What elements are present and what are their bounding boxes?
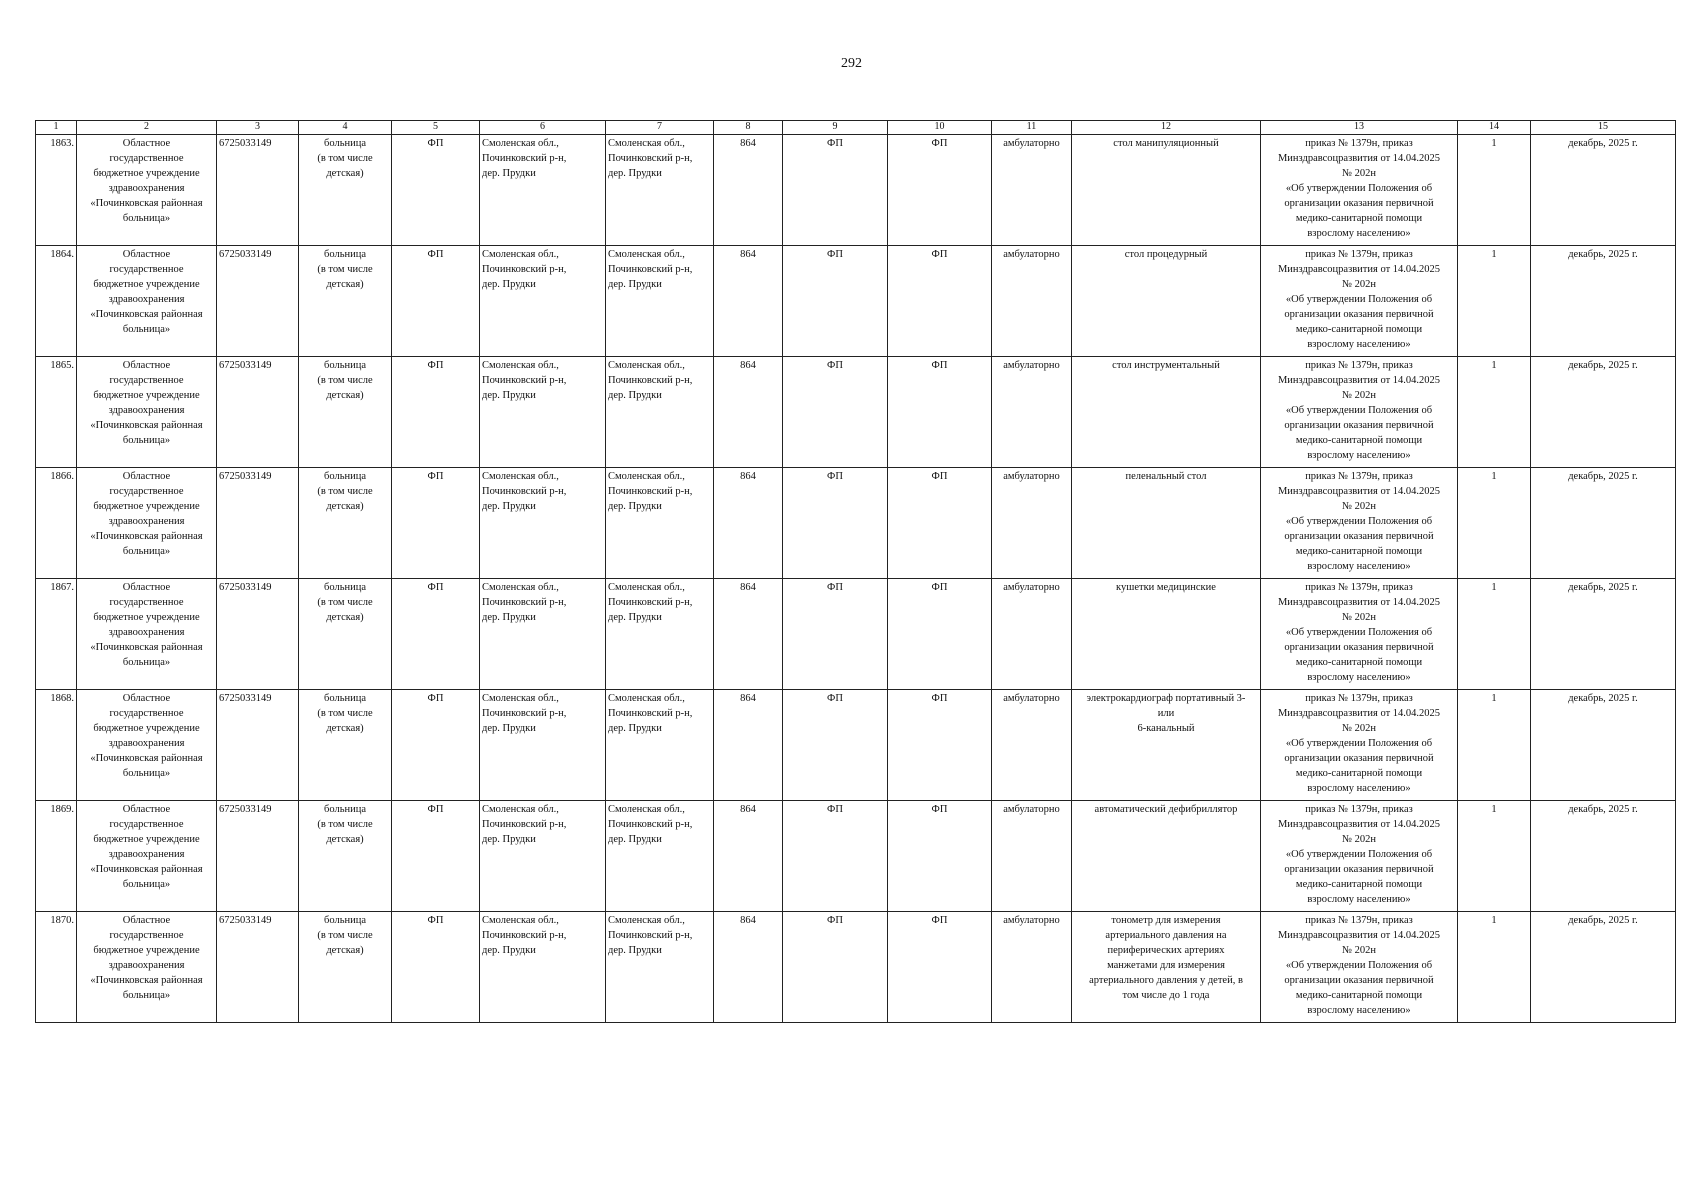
cell-location-address: Смоленская обл., Починковский р-н, дер. Прудки — [480, 357, 606, 468]
cell-deadline: декабрь, 2025 г. — [1531, 135, 1676, 246]
cell-organization-name: Областное государственное бюджетное учреждение здравоохранения «Починковская районная больница» — [77, 801, 217, 912]
cell-unit-subkind: ФП — [888, 246, 992, 357]
cell-facility-type: больница (в том числе детская) — [299, 690, 392, 801]
cell-inn: 6725033149 — [217, 690, 299, 801]
cell-care-form: амбулаторно — [992, 690, 1072, 801]
column-header-7: 7 — [606, 121, 714, 135]
cell-organization-name: Областное государственное бюджетное учреждение здравоохранения «Починковская районная больница» — [77, 468, 217, 579]
cell-regulation-reference: приказ № 1379н, приказ Минздравсоцразвития от 14.04.2025 № 202н «Об утверждении Положения об организации оказания первичной медико-санитарной помощи взрослому населению» — [1261, 246, 1458, 357]
cell-deadline: декабрь, 2025 г. — [1531, 246, 1676, 357]
column-header-6: 6 — [480, 121, 606, 135]
column-header-10: 10 — [888, 121, 992, 135]
cell-unit-address: Смоленская обл., Починковский р-н, дер. Прудки — [606, 468, 714, 579]
column-header-14: 14 — [1458, 121, 1531, 135]
cell-organization-name: Областное государственное бюджетное учреждение здравоохранения «Починковская районная больница» — [77, 357, 217, 468]
cell-code: 864 — [714, 912, 783, 1023]
cell-unit-type: ФП — [392, 357, 480, 468]
cell-code: 864 — [714, 246, 783, 357]
cell-unit-address: Смоленская обл., Починковский р-н, дер. Прудки — [606, 690, 714, 801]
cell-facility-type: больница (в том числе детская) — [299, 801, 392, 912]
table-row — [36, 912, 1676, 1023]
cell-unit-type: ФП — [392, 912, 480, 1023]
cell-equipment-name: стол инструментальный — [1072, 357, 1261, 468]
column-header-13: 13 — [1261, 121, 1458, 135]
cell-deadline: декабрь, 2025 г. — [1531, 690, 1676, 801]
cell-inn: 6725033149 — [217, 135, 299, 246]
column-header-9: 9 — [783, 121, 888, 135]
cell-deadline: декабрь, 2025 г. — [1531, 468, 1676, 579]
cell-unit-kind: ФП — [783, 468, 888, 579]
cell-unit-subkind: ФП — [888, 912, 992, 1023]
cell-deadline: декабрь, 2025 г. — [1531, 357, 1676, 468]
table-row — [36, 357, 1676, 468]
cell-care-form: амбулаторно — [992, 246, 1072, 357]
cell-care-form: амбулаторно — [992, 912, 1072, 1023]
cell-facility-type: больница (в том числе детская) — [299, 135, 392, 246]
cell-unit-address: Смоленская обл., Починковский р-н, дер. Прудки — [606, 801, 714, 912]
cell-care-form: амбулаторно — [992, 357, 1072, 468]
cell-row-number: 1863. — [36, 135, 77, 246]
cell-quantity: 1 — [1458, 135, 1531, 246]
cell-location-address: Смоленская обл., Починковский р-н, дер. Прудки — [480, 579, 606, 690]
page-number: 292 — [841, 56, 862, 71]
column-header-3: 3 — [217, 121, 299, 135]
table-row — [36, 468, 1676, 579]
cell-unit-type: ФП — [392, 690, 480, 801]
cell-care-form: амбулаторно — [992, 579, 1072, 690]
cell-quantity: 1 — [1458, 246, 1531, 357]
cell-inn: 6725033149 — [217, 912, 299, 1023]
cell-regulation-reference: приказ № 1379н, приказ Минздравсоцразвития от 14.04.2025 № 202н «Об утверждении Положения об организации оказания первичной медико-санитарной помощи взрослому населению» — [1261, 579, 1458, 690]
cell-code: 864 — [714, 468, 783, 579]
table-row — [36, 690, 1676, 801]
column-header-1: 1 — [36, 121, 77, 135]
cell-facility-type: больница (в том числе детская) — [299, 579, 392, 690]
cell-code: 864 — [714, 357, 783, 468]
cell-unit-type: ФП — [392, 579, 480, 690]
equipment-table — [35, 120, 1676, 1023]
cell-inn: 6725033149 — [217, 468, 299, 579]
cell-unit-address: Смоленская обл., Починковский р-н, дер. Прудки — [606, 579, 714, 690]
cell-facility-type: больница (в том числе детская) — [299, 468, 392, 579]
table-row — [36, 135, 1676, 246]
cell-unit-subkind: ФП — [888, 357, 992, 468]
table-row — [36, 246, 1676, 357]
cell-inn: 6725033149 — [217, 801, 299, 912]
cell-facility-type: больница (в том числе детская) — [299, 912, 392, 1023]
cell-quantity: 1 — [1458, 357, 1531, 468]
column-header-4: 4 — [299, 121, 392, 135]
cell-unit-address: Смоленская обл., Починковский р-н, дер. Прудки — [606, 135, 714, 246]
table-row — [36, 579, 1676, 690]
cell-location-address: Смоленская обл., Починковский р-н, дер. Прудки — [480, 801, 606, 912]
cell-quantity: 1 — [1458, 690, 1531, 801]
cell-row-number: 1865. — [36, 357, 77, 468]
cell-row-number: 1867. — [36, 579, 77, 690]
cell-deadline: декабрь, 2025 г. — [1531, 579, 1676, 690]
cell-quantity: 1 — [1458, 912, 1531, 1023]
cell-regulation-reference: приказ № 1379н, приказ Минздравсоцразвития от 14.04.2025 № 202н «Об утверждении Положения об организации оказания первичной медико-санитарной помощи взрослому населению» — [1261, 468, 1458, 579]
cell-unit-kind: ФП — [783, 690, 888, 801]
column-header-15: 15 — [1531, 121, 1676, 135]
cell-quantity: 1 — [1458, 468, 1531, 579]
cell-unit-kind: ФП — [783, 246, 888, 357]
cell-organization-name: Областное государственное бюджетное учреждение здравоохранения «Починковская районная больница» — [77, 135, 217, 246]
header-row — [36, 121, 1676, 135]
cell-inn: 6725033149 — [217, 579, 299, 690]
cell-code: 864 — [714, 801, 783, 912]
cell-unit-subkind: ФП — [888, 468, 992, 579]
column-header-12: 12 — [1072, 121, 1261, 135]
cell-facility-type: больница (в том числе детская) — [299, 246, 392, 357]
cell-location-address: Смоленская обл., Починковский р-н, дер. Прудки — [480, 912, 606, 1023]
cell-organization-name: Областное государственное бюджетное учреждение здравоохранения «Починковская районная больница» — [77, 912, 217, 1023]
cell-care-form: амбулаторно — [992, 135, 1072, 246]
cell-location-address: Смоленская обл., Починковский р-н, дер. Прудки — [480, 468, 606, 579]
cell-unit-type: ФП — [392, 801, 480, 912]
cell-unit-type: ФП — [392, 246, 480, 357]
cell-location-address: Смоленская обл., Починковский р-н, дер. Прудки — [480, 690, 606, 801]
cell-unit-kind: ФП — [783, 357, 888, 468]
cell-unit-address: Смоленская обл., Починковский р-н, дер. Прудки — [606, 912, 714, 1023]
cell-regulation-reference: приказ № 1379н, приказ Минздравсоцразвития от 14.04.2025 № 202н «Об утверждении Положения об организации оказания первичной медико-санитарной помощи взрослому населению» — [1261, 357, 1458, 468]
cell-unit-address: Смоленская обл., Починковский р-н, дер. Прудки — [606, 357, 714, 468]
cell-equipment-name: стол манипуляционный — [1072, 135, 1261, 246]
cell-unit-type: ФП — [392, 468, 480, 579]
table-row — [36, 801, 1676, 912]
cell-code: 864 — [714, 690, 783, 801]
table-body — [36, 135, 1676, 1023]
cell-unit-kind: ФП — [783, 912, 888, 1023]
column-header-2: 2 — [77, 121, 217, 135]
cell-row-number: 1864. — [36, 246, 77, 357]
cell-equipment-name: тонометр для измерения артериального давления на периферических артериях манжетами для измерения артериального давления у детей, в том числе до 1 года — [1072, 912, 1261, 1023]
cell-row-number: 1868. — [36, 690, 77, 801]
cell-unit-kind: ФП — [783, 801, 888, 912]
cell-organization-name: Областное государственное бюджетное учреждение здравоохранения «Починковская районная больница» — [77, 579, 217, 690]
cell-facility-type: больница (в том числе детская) — [299, 357, 392, 468]
cell-equipment-name: пеленальный стол — [1072, 468, 1261, 579]
cell-organization-name: Областное государственное бюджетное учреждение здравоохранения «Починковская районная больница» — [77, 690, 217, 801]
column-header-5: 5 — [392, 121, 480, 135]
cell-equipment-name: кушетки медицинские — [1072, 579, 1261, 690]
cell-unit-type: ФП — [392, 135, 480, 246]
column-header-11: 11 — [992, 121, 1072, 135]
cell-organization-name: Областное государственное бюджетное учреждение здравоохранения «Починковская районная больница» — [77, 246, 217, 357]
cell-deadline: декабрь, 2025 г. — [1531, 912, 1676, 1023]
column-header-8: 8 — [714, 121, 783, 135]
cell-care-form: амбулаторно — [992, 468, 1072, 579]
cell-unit-address: Смоленская обл., Починковский р-н, дер. Прудки — [606, 246, 714, 357]
cell-deadline: декабрь, 2025 г. — [1531, 801, 1676, 912]
cell-equipment-name: электрокардиограф портативный 3- или 6-канальный — [1072, 690, 1261, 801]
cell-location-address: Смоленская обл., Починковский р-н, дер. Прудки — [480, 135, 606, 246]
cell-regulation-reference: приказ № 1379н, приказ Минздравсоцразвития от 14.04.2025 № 202н «Об утверждении Положения об организации оказания первичной медико-санитарной помощи взрослому населению» — [1261, 912, 1458, 1023]
cell-code: 864 — [714, 579, 783, 690]
cell-row-number: 1869. — [36, 801, 77, 912]
cell-equipment-name: автоматический дефибриллятор — [1072, 801, 1261, 912]
cell-unit-subkind: ФП — [888, 579, 992, 690]
cell-quantity: 1 — [1458, 801, 1531, 912]
cell-row-number: 1870. — [36, 912, 77, 1023]
cell-inn: 6725033149 — [217, 246, 299, 357]
cell-unit-subkind: ФП — [888, 801, 992, 912]
cell-inn: 6725033149 — [217, 357, 299, 468]
cell-unit-kind: ФП — [783, 579, 888, 690]
cell-equipment-name: стол процедурный — [1072, 246, 1261, 357]
cell-row-number: 1866. — [36, 468, 77, 579]
cell-care-form: амбулаторно — [992, 801, 1072, 912]
cell-unit-kind: ФП — [783, 135, 888, 246]
cell-regulation-reference: приказ № 1379н, приказ Минздравсоцразвития от 14.04.2025 № 202н «Об утверждении Положения об организации оказания первичной медико-санитарной помощи взрослому населению» — [1261, 135, 1458, 246]
cell-regulation-reference: приказ № 1379н, приказ Минздравсоцразвития от 14.04.2025 № 202н «Об утверждении Положения об организации оказания первичной медико-санитарной помощи взрослому населению» — [1261, 801, 1458, 912]
cell-unit-subkind: ФП — [888, 135, 992, 246]
cell-quantity: 1 — [1458, 579, 1531, 690]
cell-unit-subkind: ФП — [888, 690, 992, 801]
cell-code: 864 — [714, 135, 783, 246]
cell-location-address: Смоленская обл., Починковский р-н, дер. Прудки — [480, 246, 606, 357]
cell-regulation-reference: приказ № 1379н, приказ Минздравсоцразвития от 14.04.2025 № 202н «Об утверждении Положения об организации оказания первичной медико-санитарной помощи взрослому населению» — [1261, 690, 1458, 801]
